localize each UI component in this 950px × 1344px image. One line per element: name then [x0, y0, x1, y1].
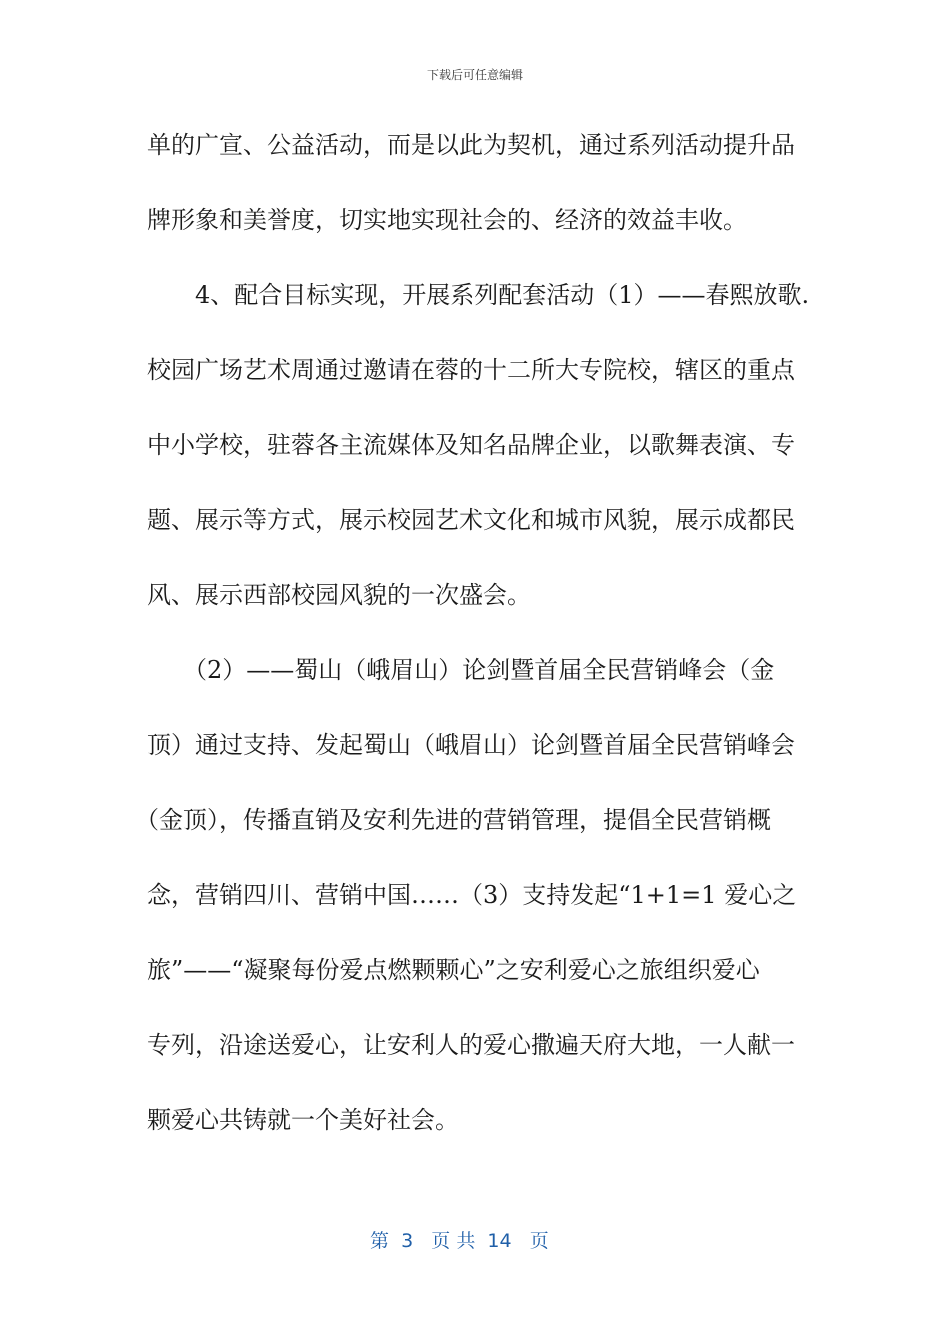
- page-number: 第 3 页 共 14 页: [370, 1230, 549, 1252]
- body-line: 顶）通过支持、发起蜀山（峨眉山）论剑暨首届全民营销峰会: [147, 731, 795, 759]
- page-header: 下载后可任意编辑: [426, 68, 523, 82]
- body-line: 风、展示西部校园风貌的一次盛会。: [147, 581, 531, 609]
- body-line: （金顶），传播直销及安利先进的营销管理，提倡全民营销概: [135, 806, 771, 834]
- body-line: 牌形象和美誉度，切实地实现社会的、经济的效益丰收。: [147, 206, 747, 234]
- body-line: 专列，沿途送爱心，让安利人的爱心撒遍天府大地，一人献一: [147, 1031, 795, 1059]
- body-line: 题、展示等方式，展示校园艺术文化和城市风貌，展示成都民: [147, 506, 795, 534]
- body-line: 单的广宣、公益活动，而是以此为契机，通过系列活动提升品: [147, 131, 795, 159]
- body-line: 4、配合目标实现，开展系列配套活动（1）——春熙放歌.: [195, 281, 810, 309]
- body-line: 念，营销四川、营销中国……（3）支持发起“1+1=1 爱心之: [147, 881, 797, 909]
- body-line: 校园广场艺术周通过邀请在蓉的十二所大专院校，辖区的重点: [147, 356, 795, 384]
- body-line: 中小学校，驻蓉各主流媒体及知名品牌企业，以歌舞表演、专: [147, 431, 795, 459]
- body-line: 旅”——“凝聚每份爱点燃颗颗心”之安利爱心之旅组织爱心: [147, 956, 760, 984]
- body-line: （2）——蜀山（峨眉山）论剑暨首届全民营销峰会（金: [183, 656, 775, 684]
- body-line: 颗爱心共铸就一个美好社会。: [147, 1106, 459, 1134]
